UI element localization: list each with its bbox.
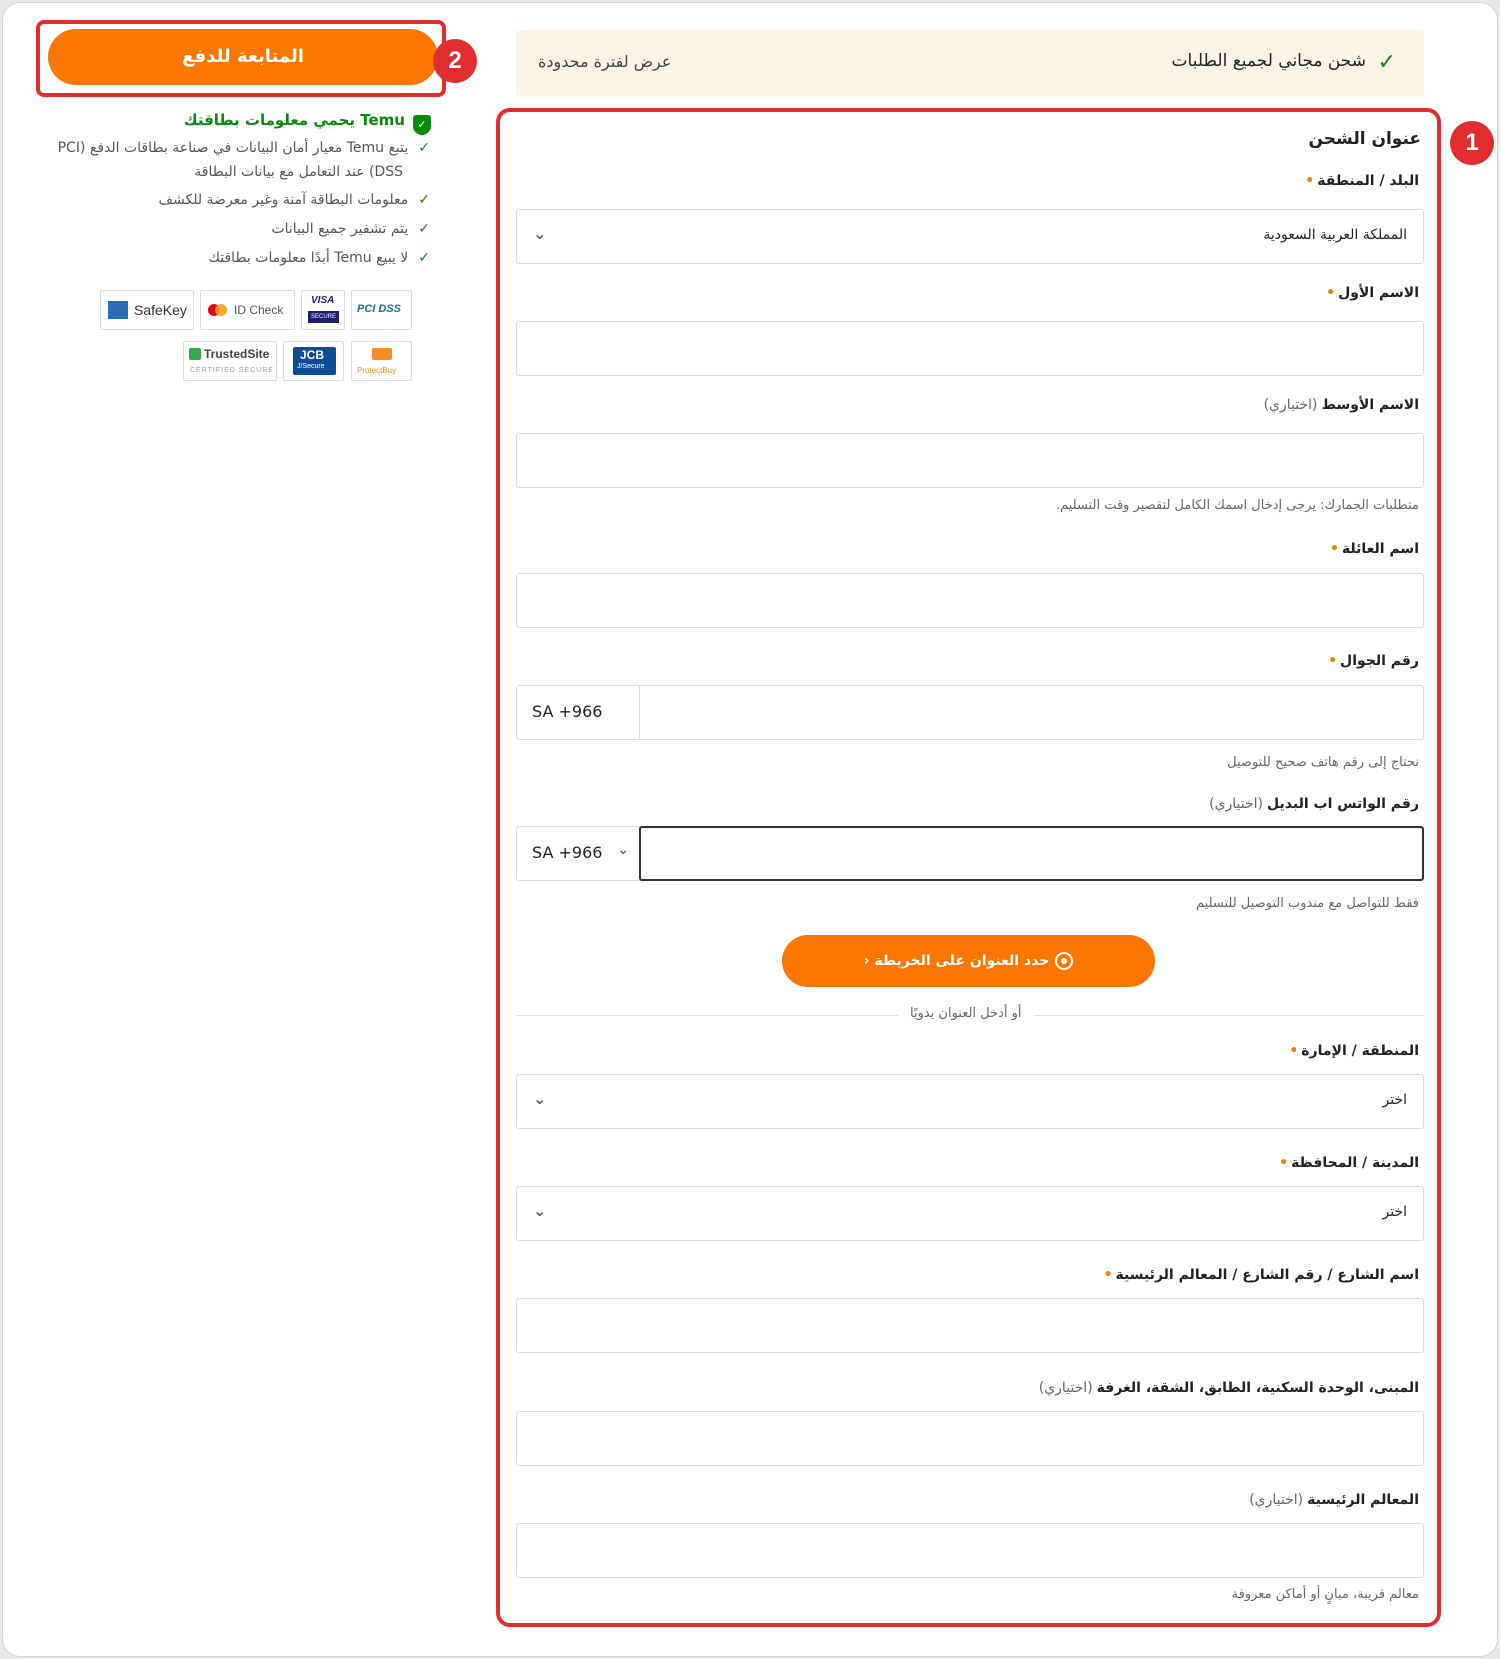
whatsapp-label — [1209, 796, 1419, 812]
last-name-label — [1330, 541, 1419, 557]
safekey-logo — [100, 290, 194, 330]
jcb-text: JCB — [300, 348, 325, 362]
required-mark: • — [1279, 1155, 1289, 1171]
label-text: المدينة / المحافظة — [1291, 1155, 1419, 1171]
visa-secure-logo — [301, 290, 345, 330]
selected-value: اختر — [1382, 1092, 1407, 1108]
optional-text: (اختياري) — [1249, 1492, 1304, 1508]
street-input[interactable] — [516, 1298, 1424, 1353]
bullet-text: يتم تشفير جميع البيانات — [271, 221, 409, 237]
shipping-address-title: عنوان الشحن — [1308, 129, 1421, 149]
phone-country-code: SA +966 — [517, 686, 640, 739]
chevron-down-icon: ⌄ — [617, 842, 629, 858]
bullet-text: معلومات البطاقة آمنة وغير معرضة للكشف — [158, 192, 409, 208]
id-check-logo — [200, 290, 295, 330]
landmarks-hint: معالم قريبة، مبانٍ أو أماكن معروفة — [1231, 1587, 1419, 1602]
customs-hint: متطلبات الجمارك: يرجى إدخال اسمك الكامل لتقصير وقت التسليم. — [1055, 498, 1419, 513]
landmarks-label — [1249, 1492, 1419, 1508]
required-mark: • — [1305, 173, 1315, 189]
mastercard-icon-overlap — [215, 304, 227, 316]
first-name-label — [1326, 285, 1419, 301]
required-mark: • — [1289, 1043, 1299, 1059]
middle-name-label — [1264, 397, 1419, 413]
select-on-map-button[interactable] — [782, 935, 1155, 987]
check-icon: ✓ — [418, 140, 430, 156]
pci-dss-logo — [351, 290, 412, 330]
bullet-never-sell — [208, 246, 430, 270]
landmarks-input[interactable] — [516, 1523, 1424, 1578]
whatsapp-number-input[interactable] — [639, 826, 1424, 881]
first-name-input[interactable] — [516, 321, 1424, 376]
annotation-badge-2: 2 — [433, 39, 477, 83]
checkout-page — [2, 2, 1498, 1657]
selected-value: المملكة العربية السعودية — [1263, 227, 1407, 243]
continue-to-payment-button[interactable]: المتابعة للدفع — [48, 29, 438, 85]
optional-text: (اختياري) — [1038, 1380, 1093, 1396]
trustedsite-text: TrustedSite — [204, 347, 270, 361]
or-manual-text: أو أدخل العنوان يدويًا — [898, 1006, 1034, 1021]
label-text: الاسم الأول — [1338, 285, 1419, 301]
city-label — [1279, 1155, 1419, 1171]
required-mark: • — [1328, 653, 1338, 669]
region-label — [1289, 1043, 1419, 1059]
protect-title-text: Temu يحمي معلومات بطاقتك — [183, 111, 405, 129]
label-text: اسم الشارع / رقم الشارع / المعالم الرئيسية — [1115, 1267, 1419, 1283]
map-button-text: حدد العنوان على الخريطة — [874, 953, 1050, 969]
check-icon: ✓ — [1377, 50, 1396, 75]
pci-text: PCI DSS — [357, 303, 402, 315]
whatsapp-country-code-select[interactable] — [517, 827, 640, 880]
street-label — [1104, 1267, 1419, 1283]
visa-text: VISA — [311, 295, 335, 306]
selected-value: اختر — [1382, 1204, 1407, 1220]
amex-icon — [108, 301, 128, 319]
protectbuy-logo — [351, 341, 412, 381]
protectbuy-text: ProtectBuy — [357, 366, 397, 375]
check-icon: ✓ — [418, 250, 430, 266]
country-select[interactable] — [516, 209, 1424, 264]
certified-secure-text: CERTIFIED SECURE — [190, 367, 274, 374]
chevron-down-icon: ⌄ — [533, 1089, 547, 1108]
bullet-text: يتبع Temu معيار أمان البيانات في صناعة بطاقات الدفع (PCI — [57, 140, 409, 156]
phone-hint: نحتاج إلى رقم هاتف صحيح للتوصيل — [1227, 755, 1419, 770]
required-mark: • — [1103, 1267, 1113, 1283]
trustedsite-logo — [183, 341, 277, 381]
last-name-input[interactable] — [516, 573, 1424, 628]
label-text: الاسم الأوسط — [1321, 397, 1419, 413]
chevron-down-icon: ⌄ — [533, 1201, 547, 1220]
jcb-secure-text: J/Secure — [297, 363, 325, 370]
label-text: رقم الجوال — [1340, 653, 1419, 669]
check-icon: ✓ — [418, 221, 430, 237]
trustedsite-check-icon — [189, 348, 201, 360]
optional-text: (اختياري) — [1263, 397, 1318, 413]
middle-name-input[interactable] — [516, 433, 1424, 488]
bullet-secure — [158, 188, 430, 212]
jcb-secure-logo — [283, 341, 344, 381]
country-code-text: SA +966 — [532, 843, 603, 862]
chevron-left-icon: ‹ — [863, 953, 870, 969]
bullet-text-cont: DSS) عند التعامل مع بيانات البطاقة — [194, 164, 403, 180]
shield-check-icon: ✓ — [413, 115, 431, 135]
whatsapp-hint: فقط للتواصل مع مندوب التوصيل للتسليم — [1196, 896, 1419, 911]
label-text: المنطقة / الإمارة — [1301, 1043, 1419, 1059]
check-icon: ✓ — [418, 192, 430, 208]
label-text: البلد / المنطقة — [1317, 173, 1419, 189]
limited-offer-text: عرض لفترة محدودة — [538, 52, 672, 71]
id-check-text: ID Check — [234, 303, 284, 317]
optional-text: (اختياري) — [1209, 796, 1264, 812]
country-label — [1305, 173, 1419, 189]
bullet-text: لا يبيع Temu أبدًا معلومات بطاقتك — [208, 250, 409, 266]
region-select[interactable] — [516, 1074, 1424, 1129]
chevron-down-icon: ⌄ — [533, 224, 547, 243]
promo-banner — [516, 30, 1424, 97]
card-protection-title — [184, 111, 431, 135]
label-text: المعالم الرئيسية — [1307, 1492, 1419, 1508]
free-shipping-text: شحن مجاني لجميع الطلبات — [1171, 51, 1366, 71]
bullet-encrypted — [271, 217, 430, 241]
phone-label — [1328, 653, 1419, 669]
required-mark: • — [1329, 541, 1339, 557]
protectbuy-card-icon — [372, 348, 392, 360]
label-text: رقم الواتس اب البديل — [1267, 796, 1419, 812]
building-input[interactable] — [516, 1411, 1424, 1466]
visa-secure-text: SECURE — [308, 311, 339, 323]
city-select[interactable] — [516, 1186, 1424, 1241]
annotation-badge-1: 1 — [1450, 121, 1494, 165]
label-text: اسم العائلة — [1341, 541, 1419, 557]
location-pin-icon — [1055, 952, 1073, 970]
building-label — [1039, 1380, 1419, 1396]
whatsapp-field — [516, 826, 1424, 881]
safekey-text: SafeKey — [134, 302, 187, 318]
required-mark: • — [1326, 285, 1336, 301]
label-text: المبنى، الوحدة السكنية، الطابق، الشقة، الغرفة — [1096, 1380, 1419, 1396]
phone-field[interactable] — [516, 685, 1424, 740]
bullet-pci — [58, 136, 430, 184]
